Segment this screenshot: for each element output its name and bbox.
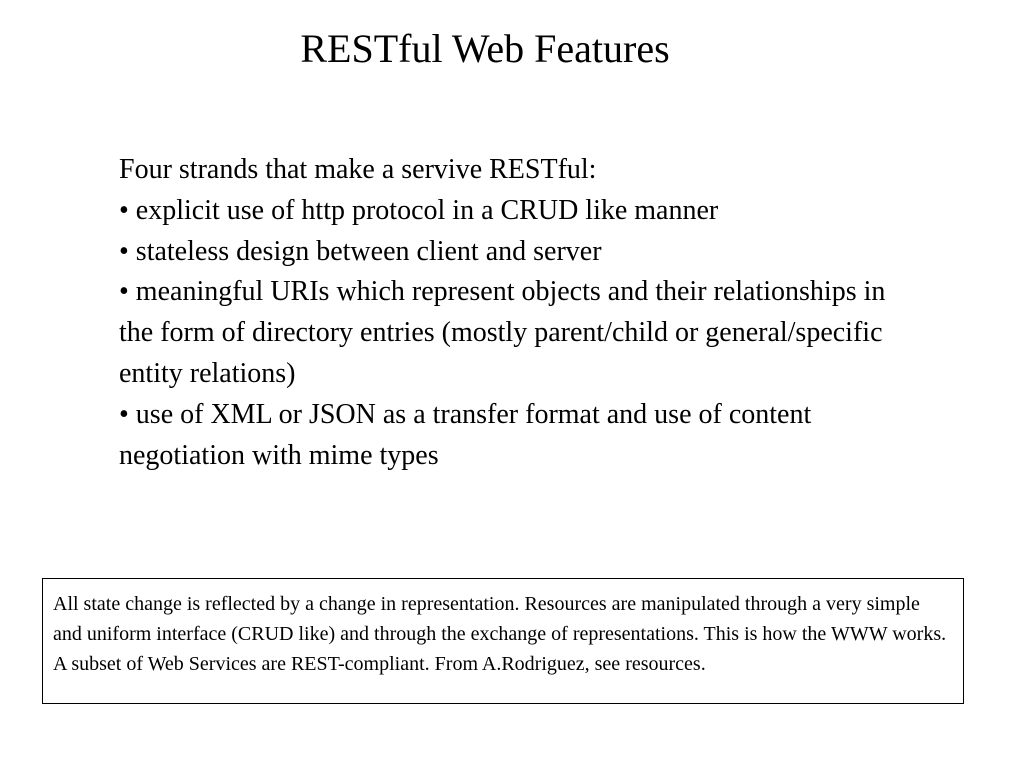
bullet-item: • use of XML or JSON as a transfer format and use of content negotiation with mime types [119,398,812,471]
note-box: All state change is reflected by a change in representation. Resources are manipulated through a very simple and uniform interface (CRUD like) and through the exchange of representations. This is how the WWW works. A subset of Web Services are REST-compliant. From A.Rodriguez, see resources. [42,578,964,704]
bullet-item: • meaningful URIs which represent objects and their relationships in the form of directory entries (mostly parent/child or general/specific entity relations) [119,276,886,389]
bullet-item: • explicit use of http protocol in a CRUD like manner [119,194,719,226]
body-text [119,150,899,476]
intro-text: Four strands that make a servive RESTful: [119,154,597,185]
slide-title: RESTful Web Features [300,26,670,71]
bullet-item: • stateless design between client and server [119,235,602,267]
